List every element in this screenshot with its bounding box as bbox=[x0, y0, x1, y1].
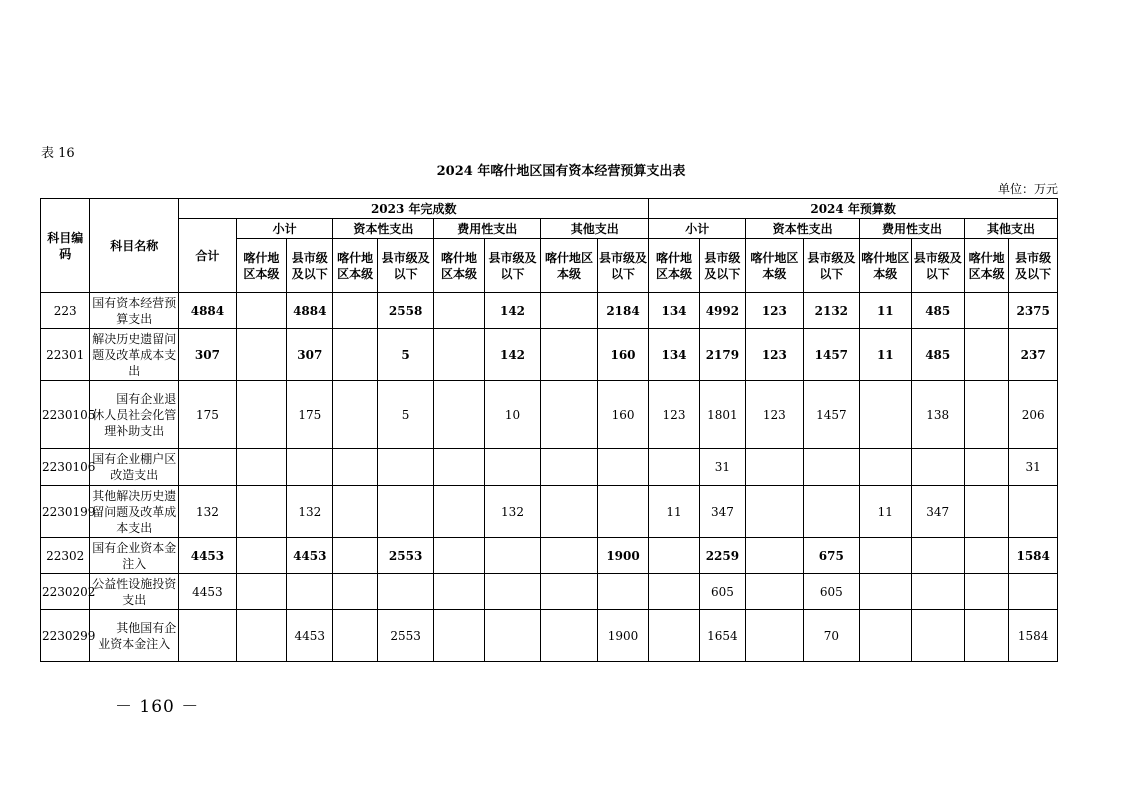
row-value bbox=[179, 449, 236, 486]
row-value bbox=[964, 574, 1008, 610]
row-value bbox=[287, 574, 333, 610]
row-value: 4884 bbox=[287, 293, 333, 329]
row-value bbox=[541, 486, 597, 538]
row-value: 1584 bbox=[1009, 538, 1058, 574]
row-value: 4453 bbox=[179, 574, 236, 610]
header-kashi-local: 喀什地区本级 bbox=[964, 239, 1008, 293]
row-value bbox=[860, 574, 911, 610]
row-value: 123 bbox=[746, 293, 803, 329]
table-row bbox=[41, 574, 1058, 610]
row-value bbox=[484, 574, 540, 610]
header-2024-expense: 费用性支出 bbox=[860, 219, 965, 239]
row-value bbox=[236, 329, 286, 381]
row-value: 5 bbox=[377, 329, 433, 381]
row-code: 223 bbox=[41, 293, 90, 329]
row-name: 其他解决历史遗留问题及改革成本支出 bbox=[90, 486, 179, 538]
row-value bbox=[911, 449, 964, 486]
row-value bbox=[377, 486, 433, 538]
row-code: 2230105 bbox=[41, 381, 90, 449]
row-value bbox=[484, 610, 540, 662]
header-2024-subtotal: 小计 bbox=[649, 219, 746, 239]
row-value: 347 bbox=[911, 486, 964, 538]
row-value bbox=[1009, 574, 1058, 610]
row-value: 123 bbox=[649, 381, 699, 449]
table-row bbox=[41, 329, 1058, 381]
row-value: 1900 bbox=[597, 538, 649, 574]
row-value bbox=[597, 574, 649, 610]
row-value bbox=[964, 538, 1008, 574]
row-value: 31 bbox=[1009, 449, 1058, 486]
row-value bbox=[236, 610, 286, 662]
row-value: 2184 bbox=[597, 293, 649, 329]
row-value bbox=[236, 538, 286, 574]
row-value: 2553 bbox=[377, 538, 433, 574]
row-value: 2553 bbox=[377, 610, 433, 662]
row-value bbox=[649, 610, 699, 662]
header-county-below: 县市级及以下 bbox=[484, 239, 540, 293]
row-name: 国有企业退休人员社会化管理补助支出 bbox=[90, 381, 179, 449]
row-value: 307 bbox=[287, 329, 333, 381]
row-value: 132 bbox=[179, 486, 236, 538]
table-row bbox=[41, 610, 1058, 662]
row-value: 11 bbox=[860, 293, 911, 329]
header-kashi-local: 喀什地区本级 bbox=[541, 239, 597, 293]
row-value: 2558 bbox=[377, 293, 433, 329]
row-value: 132 bbox=[484, 486, 540, 538]
row-value bbox=[964, 449, 1008, 486]
row-value: 70 bbox=[803, 610, 859, 662]
row-value bbox=[541, 381, 597, 449]
row-value bbox=[434, 486, 484, 538]
row-value bbox=[541, 610, 597, 662]
row-value: 2259 bbox=[699, 538, 745, 574]
header-county-below: 县市级及以下 bbox=[377, 239, 433, 293]
row-value bbox=[333, 574, 377, 610]
header-county-below: 县市级及以下 bbox=[803, 239, 859, 293]
row-value bbox=[597, 486, 649, 538]
header-2023-total: 合计 bbox=[179, 219, 236, 293]
row-value bbox=[434, 381, 484, 449]
row-value bbox=[377, 574, 433, 610]
row-value bbox=[333, 381, 377, 449]
row-value bbox=[746, 449, 803, 486]
row-value: 237 bbox=[1009, 329, 1058, 381]
row-value bbox=[649, 538, 699, 574]
row-value bbox=[860, 449, 911, 486]
row-value: 31 bbox=[699, 449, 745, 486]
budget-table bbox=[40, 198, 1058, 662]
row-value: 4884 bbox=[179, 293, 236, 329]
row-name: 其他国有企业资本金注入 bbox=[90, 610, 179, 662]
row-value: 675 bbox=[803, 538, 859, 574]
table-row bbox=[41, 538, 1058, 574]
row-value: 123 bbox=[746, 381, 803, 449]
row-code: 22301 bbox=[41, 329, 90, 381]
row-name: 国有企业棚户区改造支出 bbox=[90, 449, 179, 486]
header-2023-other: 其他支出 bbox=[541, 219, 649, 239]
header-kashi-local: 喀什地区本级 bbox=[434, 239, 484, 293]
row-value bbox=[434, 538, 484, 574]
row-value: 2375 bbox=[1009, 293, 1058, 329]
row-value: 123 bbox=[746, 329, 803, 381]
table-row bbox=[41, 486, 1058, 538]
row-value bbox=[236, 381, 286, 449]
row-value bbox=[434, 293, 484, 329]
row-value: 142 bbox=[484, 329, 540, 381]
row-value: 132 bbox=[287, 486, 333, 538]
row-value: 1457 bbox=[803, 381, 859, 449]
header-kashi-local: 喀什地区本级 bbox=[333, 239, 377, 293]
row-value bbox=[911, 610, 964, 662]
row-value bbox=[803, 449, 859, 486]
header-county-below: 县市级及以下 bbox=[287, 239, 333, 293]
row-value bbox=[964, 381, 1008, 449]
table-row bbox=[41, 449, 1058, 486]
row-value: 1654 bbox=[699, 610, 745, 662]
row-value bbox=[333, 449, 377, 486]
row-value: 4992 bbox=[699, 293, 745, 329]
table-row bbox=[41, 381, 1058, 449]
row-value bbox=[333, 610, 377, 662]
header-kashi-local: 喀什地区本级 bbox=[746, 239, 803, 293]
page-number: － 160 － bbox=[115, 697, 200, 717]
row-value bbox=[484, 538, 540, 574]
row-value: 160 bbox=[597, 381, 649, 449]
row-value: 175 bbox=[287, 381, 333, 449]
row-value bbox=[236, 574, 286, 610]
row-value: 485 bbox=[911, 293, 964, 329]
row-value: 307 bbox=[179, 329, 236, 381]
document-title: 2024 年喀什地区国有资本经营预算支出表 bbox=[436, 164, 686, 179]
row-value bbox=[434, 574, 484, 610]
table-row bbox=[41, 293, 1058, 329]
row-value bbox=[541, 449, 597, 486]
row-value bbox=[860, 538, 911, 574]
row-value bbox=[860, 381, 911, 449]
header-name: 科目名称 bbox=[90, 199, 179, 293]
header-county-below: 县市级及以下 bbox=[1009, 239, 1058, 293]
row-code: 22302 bbox=[41, 538, 90, 574]
row-name: 国有企业资本金注入 bbox=[90, 538, 179, 574]
row-code: 2230106 bbox=[41, 449, 90, 486]
row-name: 解决历史遗留问题及改革成本支出 bbox=[90, 329, 179, 381]
row-name: 国有资本经营预算支出 bbox=[90, 293, 179, 329]
header-kashi-local: 喀什地区本级 bbox=[236, 239, 286, 293]
row-value: 4453 bbox=[287, 610, 333, 662]
header-county-below: 县市级及以下 bbox=[699, 239, 745, 293]
row-value bbox=[434, 449, 484, 486]
row-value bbox=[333, 538, 377, 574]
row-value: 5 bbox=[377, 381, 433, 449]
header-county-below: 县市级及以下 bbox=[911, 239, 964, 293]
row-value bbox=[597, 449, 649, 486]
row-value bbox=[911, 574, 964, 610]
unit-label: 单位：万元 bbox=[997, 182, 1058, 196]
row-value: 2179 bbox=[699, 329, 745, 381]
row-value: 11 bbox=[860, 329, 911, 381]
header-2024: 2024 年预算数 bbox=[649, 199, 1058, 219]
row-value: 160 bbox=[597, 329, 649, 381]
header-kashi-local: 喀什地区本级 bbox=[860, 239, 911, 293]
row-value bbox=[541, 574, 597, 610]
row-value bbox=[541, 329, 597, 381]
header-2024-capital: 资本性支出 bbox=[746, 219, 860, 239]
row-value bbox=[236, 449, 286, 486]
row-value: 605 bbox=[803, 574, 859, 610]
row-value bbox=[911, 538, 964, 574]
row-value bbox=[746, 610, 803, 662]
header-2023-expense: 费用性支出 bbox=[434, 219, 541, 239]
row-value: 1900 bbox=[597, 610, 649, 662]
row-value: 1584 bbox=[1009, 610, 1058, 662]
row-value bbox=[179, 610, 236, 662]
row-value bbox=[333, 293, 377, 329]
row-value: 1457 bbox=[803, 329, 859, 381]
row-value: 485 bbox=[911, 329, 964, 381]
header-county-below: 县市级及以下 bbox=[597, 239, 649, 293]
row-value bbox=[746, 486, 803, 538]
row-code: 2230199 bbox=[41, 486, 90, 538]
row-code: 2230299 bbox=[41, 610, 90, 662]
row-value bbox=[803, 486, 859, 538]
header-2023-capital: 资本性支出 bbox=[333, 219, 434, 239]
row-value bbox=[236, 293, 286, 329]
row-value: 605 bbox=[699, 574, 745, 610]
row-value: 206 bbox=[1009, 381, 1058, 449]
row-value: 134 bbox=[649, 293, 699, 329]
row-value: 10 bbox=[484, 381, 540, 449]
row-value: 1801 bbox=[699, 381, 745, 449]
row-value: 2132 bbox=[803, 293, 859, 329]
row-value bbox=[649, 574, 699, 610]
row-value bbox=[333, 329, 377, 381]
header-2024-other: 其他支出 bbox=[964, 219, 1057, 239]
row-value: 11 bbox=[860, 486, 911, 538]
row-value bbox=[377, 449, 433, 486]
header-2023: 2023 年完成数 bbox=[179, 199, 649, 219]
row-value bbox=[333, 486, 377, 538]
row-value: 347 bbox=[699, 486, 745, 538]
row-value: 175 bbox=[179, 381, 236, 449]
header-code: 科目编码 bbox=[41, 199, 90, 293]
row-code: 2230202 bbox=[41, 574, 90, 610]
row-value: 138 bbox=[911, 381, 964, 449]
header-kashi-local: 喀什地区本级 bbox=[649, 239, 699, 293]
row-value bbox=[964, 293, 1008, 329]
row-value: 4453 bbox=[287, 538, 333, 574]
row-value: 134 bbox=[649, 329, 699, 381]
row-value: 4453 bbox=[179, 538, 236, 574]
row-value bbox=[649, 449, 699, 486]
table-label: 表 16 bbox=[41, 146, 75, 161]
row-value bbox=[860, 610, 911, 662]
row-value: 11 bbox=[649, 486, 699, 538]
row-value bbox=[964, 610, 1008, 662]
row-value bbox=[434, 610, 484, 662]
row-value bbox=[964, 329, 1008, 381]
row-name: 公益性设施投资支出 bbox=[90, 574, 179, 610]
header-2023-subtotal: 小计 bbox=[236, 219, 333, 239]
row-value: 142 bbox=[484, 293, 540, 329]
row-value bbox=[541, 293, 597, 329]
row-value bbox=[746, 538, 803, 574]
row-value bbox=[287, 449, 333, 486]
row-value bbox=[1009, 486, 1058, 538]
row-value bbox=[746, 574, 803, 610]
row-value bbox=[964, 486, 1008, 538]
row-value bbox=[484, 449, 540, 486]
row-value bbox=[541, 538, 597, 574]
row-value bbox=[434, 329, 484, 381]
row-value bbox=[236, 486, 286, 538]
